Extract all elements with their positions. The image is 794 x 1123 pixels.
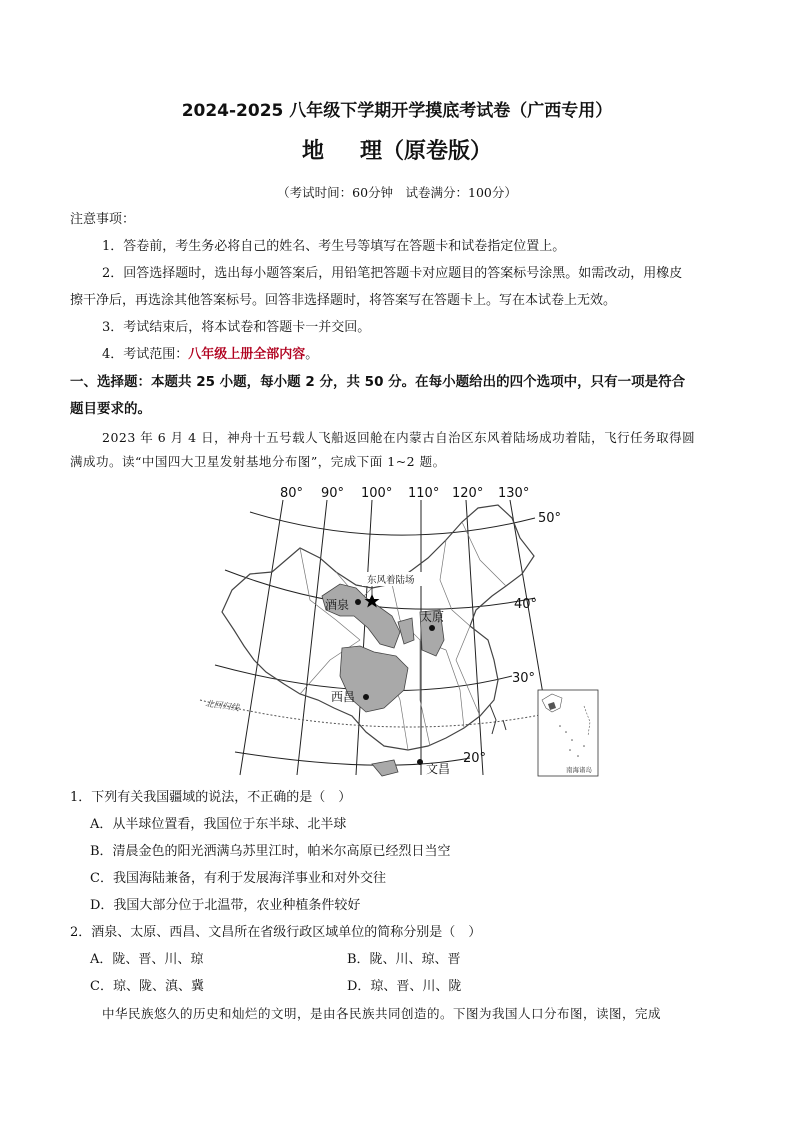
note-3: 3．考试结束后，将本试卷和答题卡一并交回。 <box>102 320 371 335</box>
latitude-lines <box>200 512 540 765</box>
latitude-50 <box>250 512 535 535</box>
q2-stem: 2．酒泉、太原、西昌、文昌所在省级行政区域单位的简称分别是（ ） <box>70 925 482 940</box>
stem-2-line-1: 中华民族悠久的历史和灿烂的文明，是由各民族共同创造的。下图为我国人口分布图，读图，完成 <box>102 1006 662 1021</box>
note-2-line-1: 2．回答选择题时，选出每小题答案后，用铅笔把答题卡对应题目的答案标号涂黑。如需改动，用橡皮 <box>102 266 683 281</box>
subject-right: 理（原卷版） <box>360 139 493 164</box>
q2-option-c: C．琼、陇、滇、冀 <box>90 979 204 994</box>
lon-label-90: 90° <box>321 486 345 501</box>
wenchang-dot <box>417 759 423 765</box>
q1-option-b: B．清晨金色的阳光洒满乌苏里江时，帕米尔高原已经烈日当空 <box>90 844 451 859</box>
q1-option-a: A．从半球位置看，我国位于东半球、北半球 <box>90 817 347 832</box>
lat-label-30: 30° <box>512 671 536 686</box>
longitude-120 <box>466 500 483 775</box>
q1-option-d: D．我国大部分位于北温带，农业种植条件较好 <box>90 898 361 913</box>
longitude-80 <box>240 500 283 775</box>
note-1: 1．答卷前，考生务必将自己的姓名、考生号等填写在答题卡和试卷指定位置上。 <box>102 239 566 254</box>
tropic-label: 北回归线 <box>204 699 240 714</box>
taiyuan-label: 太原 <box>420 610 445 624</box>
hainan-shape <box>372 760 398 776</box>
taiyuan-dot <box>429 625 435 631</box>
longitude-90 <box>297 500 327 775</box>
inset-label: 南海诸岛 <box>566 766 592 774</box>
section-heading-line-1: 一、选择题：本题共 25 小题，每小题 2 分，共 50 分。在每小题给出的四个选项中，只有一项是符合 <box>70 374 686 390</box>
coast-mark <box>503 720 506 730</box>
lon-label-110: 110° <box>408 486 440 501</box>
ningxia-shape <box>398 618 414 644</box>
lon-label-130: 130° <box>498 486 530 501</box>
jiuquan-label: 酒泉 <box>325 598 350 612</box>
lat-label-20: 20° <box>463 751 487 766</box>
lon-label-120: 120° <box>452 486 484 501</box>
note-2-line-2: 擦干净后，再选涂其他答案标号。回答非选择题时，将答案写在答题卡上。写在本试卷上无效。 <box>70 293 617 308</box>
jiuquan-dot <box>355 599 361 605</box>
q2-option-d: D．琼、晋、川、陇 <box>347 979 462 994</box>
section-heading-line-2: 题目要求的。 <box>70 401 151 417</box>
longitude-100 <box>356 500 372 775</box>
paper-title: 2024-2025 八年级下学期开学摸底考试卷（广西专用） <box>181 101 613 121</box>
gansu-shape <box>322 584 400 648</box>
lon-label-80: 80° <box>280 486 304 501</box>
q1-stem: 1．下列有关我国疆域的说法，不正确的是（ ） <box>70 790 352 805</box>
dongfeng-label: 东风着陆场 <box>367 575 415 586</box>
xichang-label: 西昌 <box>331 690 356 704</box>
exam-scope: 八年级上册全部内容 <box>188 347 306 362</box>
south-china-sea-inset <box>538 690 598 776</box>
note-4-prefix: 4．考试范围： <box>102 347 189 362</box>
lat-label-50: 50° <box>538 511 562 526</box>
q2-option-b: B．陇、川、琼、晋 <box>347 952 461 967</box>
wenchang-label: 文昌 <box>426 762 451 776</box>
stem-1-line-2: 满成功。读“中国四大卫星发射基地分布图”，完成下面 1~2 题。 <box>70 454 446 469</box>
exam-info: （考试时间：60分钟 试卷满分：100分） <box>277 185 517 200</box>
stem-1-line-1: 2023 年 6 月 4 日，神舟十五号载人飞船返回舱在内蒙古自治区东风着陆场成功着陆，飞行任务取得圆 <box>102 430 696 445</box>
lon-label-100: 100° <box>361 486 393 501</box>
notes-heading: 注意事项： <box>70 212 136 227</box>
taiwan-outline <box>490 705 496 734</box>
xichang-dot <box>363 694 369 700</box>
q2-option-a: A．陇、晋、川、琼 <box>90 952 204 967</box>
lat-label-40: 40° <box>514 597 538 612</box>
subject-left: 地 <box>301 139 324 164</box>
note-4-suffix: 。 <box>305 347 319 362</box>
q1-option-c: C．我国海陆兼备，有利于发展海洋事业和对外交往 <box>90 871 386 886</box>
